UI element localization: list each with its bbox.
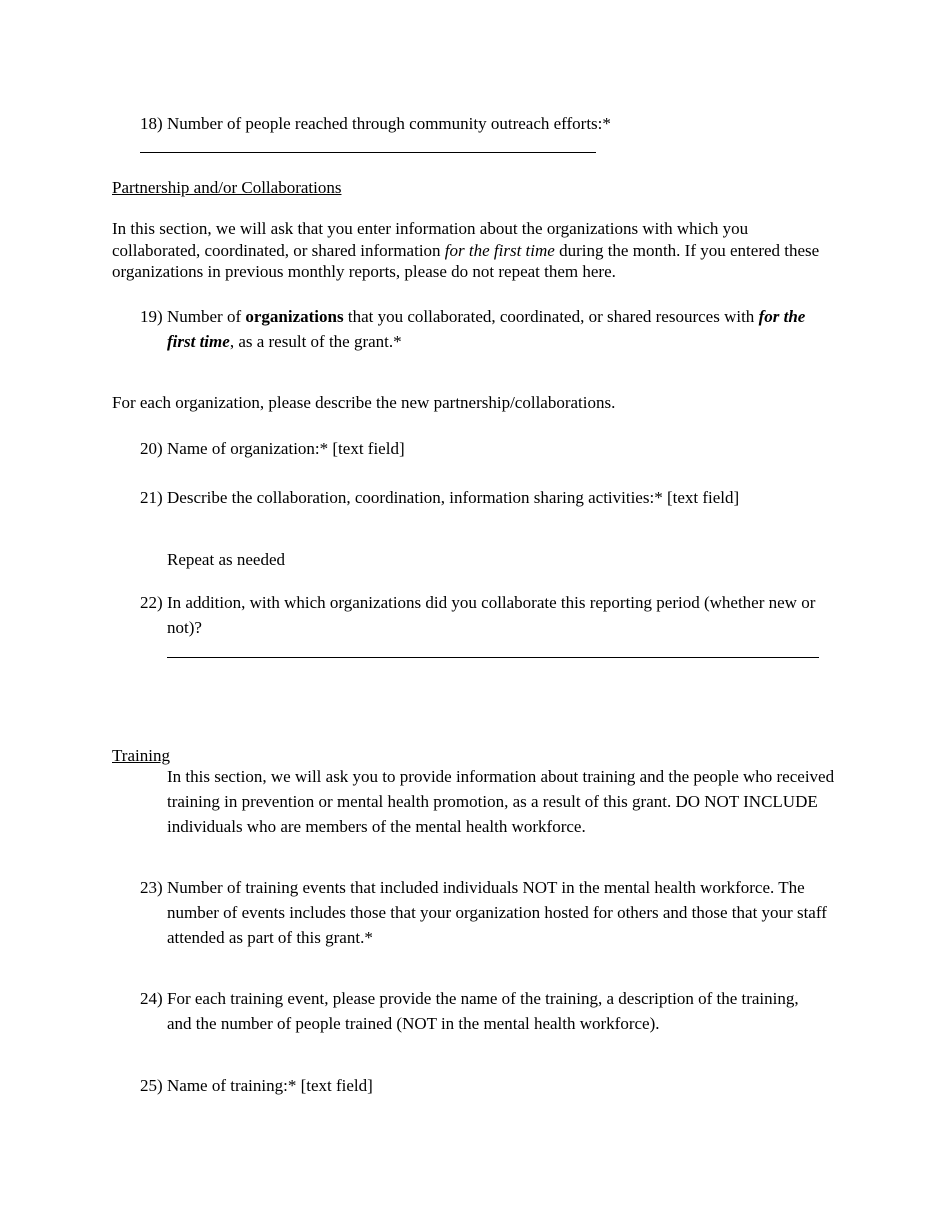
question-20-text: Name of organization:* [text field] (167, 439, 405, 458)
question-21-text: Describe the collaboration, coordination, information sharing activities:* [text field] (167, 488, 740, 507)
question-18-text: Number of people reached through community outreach efforts:* (167, 114, 611, 133)
question-19-text-a: Number of (167, 307, 246, 326)
partnerships-intro (112, 218, 827, 283)
question-18-number: 18) (140, 114, 163, 133)
question-19-number: 19) (140, 307, 163, 326)
partnerships-intro-b: during the month. If you entered these organizations in previous monthly reports, please do not repeat them here. (112, 240, 820, 281)
question-19-text-b: that you collaborated, coordinated, or shared resources with (343, 307, 759, 326)
question-24-number: 24) (140, 989, 163, 1008)
question-22-text: In addition, with which organizations did you collaborate this reporting period (whether new or not)? (167, 593, 816, 637)
question-23-text: Number of training events that included individuals NOT in the mental health workforce. The number of events includes those that your organization hosted for others and those that your staff attended as part of this grant.* (167, 878, 827, 947)
answer-line-22[interactable] (167, 657, 819, 658)
question-23-number: 23) (140, 878, 163, 897)
question-21-number: 21) (140, 488, 163, 507)
question-19-text (167, 304, 827, 354)
question-25-text: Name of training:* [text field] (167, 1076, 373, 1095)
question-22-number: 22) (140, 593, 163, 612)
question-20-number: 20) (140, 439, 163, 458)
partnerships-intro-a: In this section, we will ask that you enter information about the organizations with which you collaborated, coordinated, or shared information (112, 219, 749, 260)
each-organization-text: For each organization, please describe the new partnership/collaborations. (112, 393, 616, 412)
question-19-bold: organizations (245, 307, 344, 326)
question-19-text-c: , as a result of the grant.* (229, 332, 402, 351)
question-24-text: For each training event, please provide the name of the training, a description of the training, and the number of people trained (NOT in the mental health workforce). (167, 989, 799, 1033)
training-heading: Training (112, 746, 170, 765)
answer-line-18[interactable] (140, 152, 596, 153)
partnerships-intro-emphasis: for the first time (444, 240, 555, 260)
training-intro: In this section, we will ask you to provide information about training and the people who received training in prevention or mental health promotion, as a result of this grant. DO NOT INCLUDE individuals who are members of the mental health workforce. (167, 767, 835, 836)
partnerships-heading: Partnership and/or Collaborations (112, 178, 342, 197)
repeat-as-needed-text: Repeat as needed (167, 550, 285, 569)
question-25-number: 25) (140, 1076, 163, 1095)
question-19-bold-italic: for the first time (167, 307, 806, 351)
